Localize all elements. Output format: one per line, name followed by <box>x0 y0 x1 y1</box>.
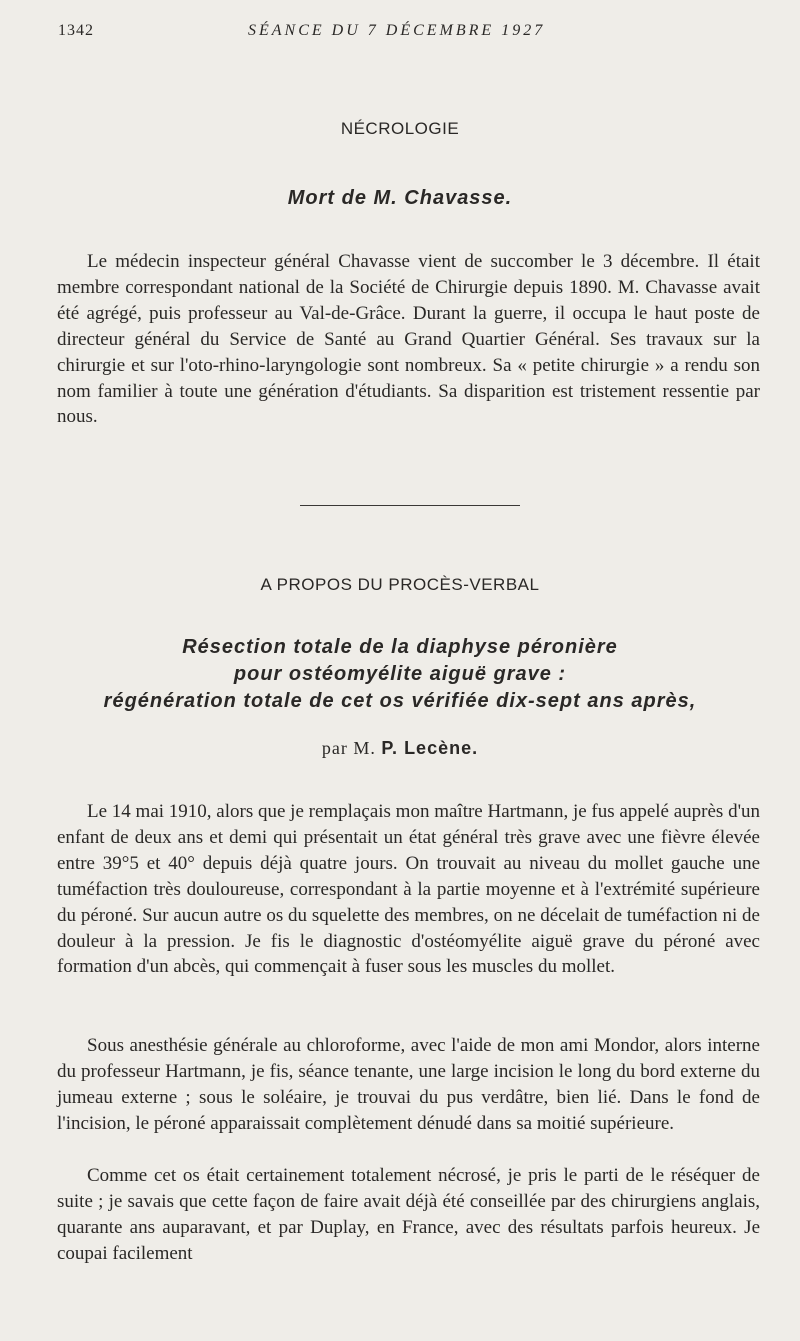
article-paragraph-3: Comme cet os était certainement totalement nécrosé, je pris le parti de le réséquer de suite ; je savais que cette façon de faire avait déjà été conseillée par des chirurgiens anglais, quarante ans auparavant, et par Duplay, en France, avec des résultats parfois heureux. Je coupai facilement <box>57 1165 760 1264</box>
section-divider <box>300 505 520 506</box>
obituary-paragraph: Le médecin inspecteur général Chavasse vient de succomber le 3 décembre. Il était membre correspondant national de la Société de Chirurgie depuis 1890. M. Chavasse avait été agrégé, puis professeur au Val-de-Grâce. Durant la guerre, il occupa le haut poste de directeur général du Service de Santé au Grand Quartier Général. Ses travaux sur la chirurgie et sur l'oto-rhino-laryngologie sont nombreux. Sa « petite chirurgie » a rendu son nom familier à toute une génération d'étudiants. Sa disparition est tristement ressentie par nous. <box>57 251 760 428</box>
article-title-line-1: Résection totale de la diaphyse péronière <box>182 636 618 658</box>
article-paragraph-1: Le 14 mai 1910, alors que je remplaçais mon maître Hartmann, je fus appelé auprès d'un enfant de deux ans et demi qui présentait un état général très grave avec une fièvre élevée entre 39°5 et 40° depuis déjà quatre jours. On trouvait au niveau du mollet gauche une tuméfaction très douloureuse, correspondant à la partie moyenne et à l'extrémité supérieure du péroné. Sur aucun autre os du squelette des membres, on ne décelait de tuméfaction ni de douleur à la pression. Je fis le diagnostic d'ostéomyélite aiguë grave du péroné avec formation d'un abcès, qui commençait à fuser sous les muscles du mollet. <box>57 801 760 978</box>
obituary-section-heading: NÉCROLOGIE <box>340 119 460 138</box>
byline-author: P. Lecène. <box>381 738 479 758</box>
article-byline <box>0 738 800 759</box>
byline-prefix: par M. <box>321 738 376 758</box>
article-title-line-3: régénération totale de cet os vérifiée dix-sept ans après, <box>103 690 697 712</box>
page-number: 1342 <box>58 22 94 39</box>
article-paragraph-2: Sous anesthésie générale au chloroforme, avec l'aide de mon ami Mondor, alors interne du professeur Hartmann, je fis, séance tenante, une large incision le long du bord externe du jumeau externe ; sous le soléaire, je trouvai du pus verdâtre, bien lié. Dans le fond de l'incision, le péroné apparaissait complètement dénudé dans sa moitié supérieure. <box>57 1035 760 1134</box>
article-section-heading: A PROPOS DU PROCÈS-VERBAL <box>260 575 540 594</box>
running-title: SÉANCE DU 7 DÉCEMBRE 1927 <box>248 22 546 39</box>
article-title-line-2: pour ostéomyélite aiguë grave : <box>233 663 567 685</box>
page-header <box>58 22 760 46</box>
obituary-title: Mort de M. Chavasse. <box>287 187 513 209</box>
